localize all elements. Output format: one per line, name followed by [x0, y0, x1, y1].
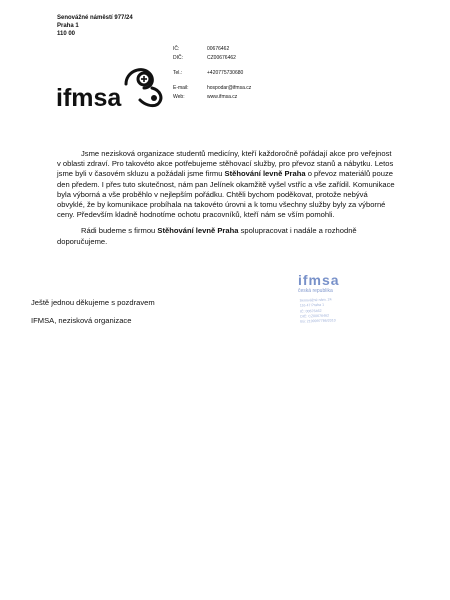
logo-wordmark: ifmsa — [56, 84, 122, 110]
closing-greeting: Ještě jednou děkujeme s pozdravem — [31, 298, 155, 307]
closing-signature: IFMSA, nezisková organizace — [31, 316, 132, 325]
address-city: Praha 1 — [57, 23, 79, 29]
address-street: Senovážné náměstí 977/24 — [57, 15, 133, 21]
stamp-lines: Senovážné nám. 24 116 47 Praha 1 IČ: 00676462 DIČ: CZ00676462 Bú: 2100097786/2010 — [299, 297, 336, 324]
contact-web: Web: www.ifmsa.cz — [173, 94, 238, 100]
ifmsa-logo — [56, 58, 168, 110]
paragraph-1: Jsme nezisková organizace studentů medicíny, kteří každoročně pořádají akce pro veřejnost v oblasti zdraví. Pro takovéto akce potřebujeme stěhovací služby, pro převoz stanů a nábytku. Letos jsme byli v časovém skluzu a požádali jsme firmu Stěhování levně Praha o převoz materiálů pouze den předem. I přes tuto skutečnost, nám pan Jelínek okamžitě vyšel vstříc a vše zařídil. Komunikace byla výborná a vše proběhlo v nejlepším pořádku. Chtěli bychom poděkovat, protože nebývá obvyklé, že by komunikace probíhala na takovéto úrovni a k tomu všechny služby byly za výborné ceny. Především kladně hodnotíme ochotu pracovníků, kteří nám se vším pomohli. — [57, 149, 395, 220]
company-name: Stěhování levně Praha — [224, 169, 306, 179]
address-zip: 110 00 — [57, 31, 76, 37]
letter-body — [57, 149, 397, 253]
contact-ic: IČ: 00676462 — [173, 46, 230, 52]
contact-email: E-mail: hospodar@ifmsa.cz — [173, 85, 252, 91]
organization-stamp — [282, 272, 382, 344]
contact-dic: DIČ: CZ00676462 — [173, 55, 236, 61]
company-name: Stěhování levně Praha — [157, 226, 239, 236]
contact-tel: Tel.: +420775730680 — [173, 70, 244, 76]
sender-address — [57, 14, 133, 38]
stamp-logo: ifmsa — [298, 272, 340, 288]
contact-block — [173, 45, 251, 102]
stamp-subtitle: česká republika — [298, 288, 333, 294]
ifmsa-logo-graphic — [56, 58, 168, 110]
paragraph-2: Rádi budeme s firmou Stěhování levně Praha spolupracovat i nadále a rozhodně doporučujeme. — [57, 226, 357, 246]
